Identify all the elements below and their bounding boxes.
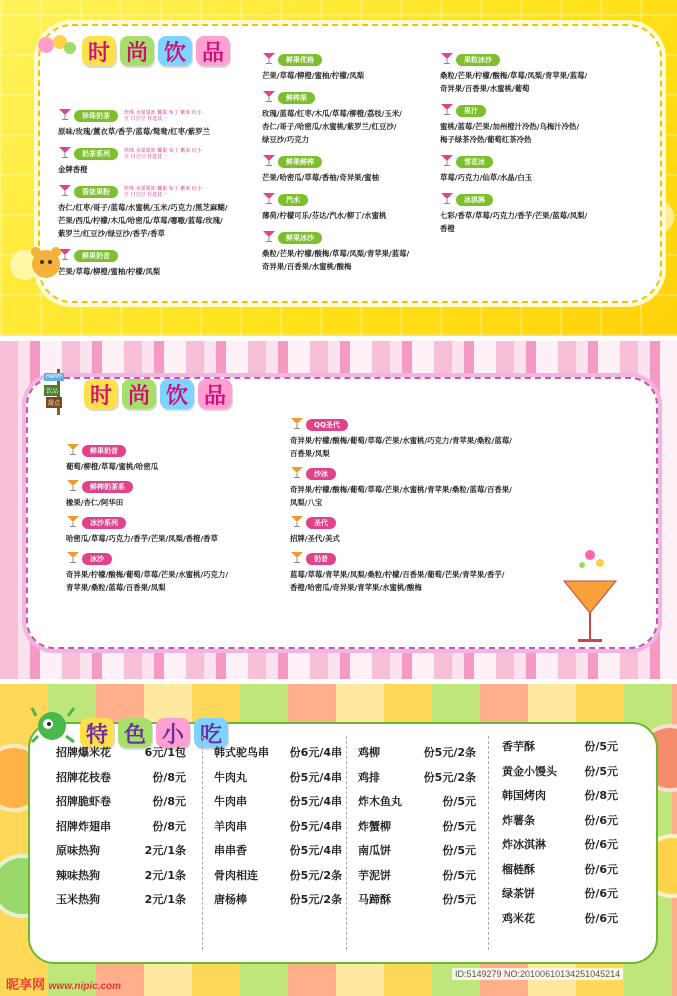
snack-price: 份/6元: [584, 813, 618, 827]
monster-mascot-icon: [30, 704, 78, 744]
snack-name: 原味热狗: [56, 844, 100, 858]
menu-items-line: 玫瑰/蓝莓/红枣/木瓜/草莓/柳橙/荔枝/玉米/: [262, 109, 402, 118]
snack-name: 牛肉丸: [214, 770, 247, 784]
snack-item: [358, 863, 476, 888]
snack-name: 马蹄酥: [358, 893, 391, 907]
snack-price: 份/5元: [442, 795, 476, 809]
section-label: 鲜果冰沙: [278, 232, 322, 244]
title-char-tile: 品: [198, 379, 232, 409]
snack-item: [56, 765, 186, 790]
cocktail-glass-icon: [58, 144, 74, 163]
snack-name: 羊肉串: [214, 819, 247, 833]
signpost: [44, 369, 74, 415]
snack-name: 香芋酥: [502, 740, 535, 754]
section-header: [262, 228, 442, 247]
cocktail-glass-icon: [66, 441, 82, 460]
menu-items-line: 杏仁/红枣/哥子/蓝莓/水蜜桃/玉米/巧克力/黑芝麻糊/: [58, 203, 228, 212]
snack-item: [502, 881, 618, 906]
snack-price: 份5元/4串: [289, 819, 342, 833]
section-label: 冰沙: [82, 553, 112, 565]
section-label: 奶昔: [306, 553, 336, 565]
menu-section: [290, 513, 570, 545]
watermark-id: ID:5149279 NO:20100610134251045214: [452, 968, 623, 980]
snack-price: 份/6元: [584, 862, 618, 876]
menu-items-line: 奇异果/百香果/水蜜桃/葡萄: [440, 84, 530, 93]
section-label: 鲜榨奶茶系: [82, 481, 133, 493]
menu-items-line: 桑粒/芒果/柠檬/酸梅/草莓/凤梨/青苹果/蓝莓/: [262, 249, 410, 258]
snack-name: 韩国烤肉: [502, 789, 546, 803]
menu-items-line: 桑粒/芒果/柠檬/酸梅/草莓/凤梨/青苹果/蓝莓/: [440, 71, 588, 80]
snack-price: 份/5元: [584, 764, 618, 778]
section-header: [262, 50, 442, 69]
snack-item: [214, 887, 342, 912]
menu-section: [440, 101, 650, 146]
menu-items-line: 橡果/杏仁/阿华田: [66, 498, 124, 507]
cocktail-glass-icon: [560, 547, 620, 647]
section-header: [440, 152, 650, 171]
section-label: 冰淇淋: [456, 194, 493, 206]
menu-items-line: 香橙/哈密瓜/奇异果/青苹果/水蜜桃/酸梅: [290, 583, 422, 592]
snack-price: 2元/1条: [144, 844, 186, 858]
snack-name: 骨肉相连: [214, 868, 258, 882]
menu-items-line: 哈密瓜/草莓/巧克力/香芋/芒果/凤梨/香橙/香草: [66, 534, 218, 543]
title-char-tile: 品: [196, 36, 230, 66]
menu-items-line: 奇异果/柠檬/酸梅/葡萄/草莓/芒果/水蜜桃/巧克力/: [66, 570, 229, 579]
section-label: 冰沙系列: [82, 517, 126, 529]
menu-items-line: 杏仁/哥子/哈密瓜/水蜜桃/紫罗兰/红豆沙/: [262, 122, 397, 131]
snack-item: [56, 863, 186, 888]
snack-item: [358, 789, 476, 814]
menu-section: [58, 182, 258, 240]
menu-section: [66, 513, 286, 545]
menu-section: [58, 246, 258, 278]
section-header: [58, 144, 258, 163]
snack-name: 鸡柳: [358, 746, 380, 760]
cocktail-glass-icon: [262, 88, 278, 107]
snack-item: [358, 838, 476, 863]
title-char-tile: 饮: [158, 36, 192, 66]
snack-name: 南瓜饼: [358, 844, 391, 858]
snack-name: 韩式驼鸟串: [214, 746, 269, 760]
cocktail-glass-icon: [440, 152, 456, 171]
snack-price: 份/6元: [584, 911, 618, 925]
menu-items-line: 招牌/圣代/美式: [290, 534, 340, 543]
section-label: 鲜果鲜榨: [278, 156, 322, 168]
menu-items-line: 奇异果/柠檬/酸梅/葡萄/草莓/芒果/水蜜桃/巧克力/青苹果/桑粒/蓝莓/: [290, 436, 512, 445]
section-header: [262, 190, 442, 209]
snack-item: [214, 863, 342, 888]
section-label: 圣代: [306, 517, 336, 529]
title-char-tile: 尚: [120, 36, 154, 66]
snack-price: 份5元/4串: [289, 844, 342, 858]
snack-price: 份/8元: [584, 789, 618, 803]
snack-item: [502, 734, 618, 759]
snack-item: [502, 783, 618, 808]
menu-items-line: 奇异果/百香果/水蜜桃/酸梅: [262, 262, 352, 271]
section-label: 鲜榨果: [278, 92, 315, 104]
section-header: [66, 441, 286, 460]
menu-section: [440, 190, 650, 235]
bear-mascot-icon: [22, 242, 74, 282]
section-label: 鲜果奶昔: [82, 445, 126, 457]
section-header: [66, 477, 286, 496]
snack-price: 2元/1条: [144, 893, 186, 907]
section-label: 果粒冰沙: [456, 54, 500, 66]
menu-items-line: 凤梨/八宝: [290, 498, 323, 507]
snack-price: 份/8元: [152, 770, 186, 784]
section-label: 鲜果优格: [278, 54, 322, 66]
cocktail-glass-icon: [262, 152, 278, 171]
page-title: [84, 379, 232, 409]
snack-item: [214, 740, 342, 765]
snack-item: [56, 789, 186, 814]
snack-item: [214, 789, 342, 814]
menu-items-line: 芒果/哈密瓜/草莓/香柚/奇异果/蜜柚: [262, 173, 379, 182]
snack-name: 鸡排: [358, 770, 380, 784]
snack-item: [358, 765, 476, 790]
snack-item: [214, 838, 342, 863]
snack-price: 份5元/2条: [423, 746, 476, 760]
snack-column-3: [358, 740, 476, 912]
snack-item: [502, 759, 618, 784]
snack-name: 绿茶饼: [502, 887, 535, 901]
menu-items-line: 紫罗兰/红豆沙/绿豆沙/香芋/香草: [58, 229, 165, 238]
menu-items-line: 芒果/西瓜/柠檬/木瓜/哈密瓜/草莓/哪嗷/蓝莓/玫瑰/: [58, 216, 223, 225]
menu-items-line: 青苹果/桑粒/蓝莓/百香果/凤梨: [66, 583, 166, 592]
menu-section: [290, 464, 570, 509]
flower-decoration-icon: [34, 30, 78, 60]
section-label: 鲜果奶昔: [74, 250, 118, 262]
menu-section: [262, 190, 442, 222]
section-header: [290, 415, 570, 434]
snack-price: 份/6元: [584, 887, 618, 901]
snack-price: 份/5元: [442, 844, 476, 858]
snack-price: 6元/1包: [144, 746, 186, 760]
snack-name: 鸡米花: [502, 911, 535, 925]
snack-name: 榴梿酥: [502, 862, 535, 876]
snack-item: [56, 838, 186, 863]
section-header: [290, 549, 570, 568]
snack-price: 份5元/2条: [423, 770, 476, 784]
menu-section: [262, 50, 442, 82]
title-char-tile: 特: [80, 718, 114, 748]
title-char-tile: 色: [118, 718, 152, 748]
section-header: [58, 182, 258, 201]
title-char-tile: 尚: [122, 379, 156, 409]
snack-name: 招牌花枝卷: [56, 770, 111, 784]
menu-section: [66, 477, 286, 509]
snack-column-1: [56, 740, 186, 912]
cocktail-glass-icon: [262, 228, 278, 247]
section-header: [58, 246, 258, 265]
menu-items-line: 梅子绿茶冷热/葡萄红茶冷热: [440, 135, 532, 144]
section-label: 沙冰: [306, 468, 336, 480]
section-label: 雪花冰: [456, 156, 493, 168]
snack-item: [502, 808, 618, 833]
cocktail-glass-icon: [290, 415, 306, 434]
drinks-menu-panel-pink: [0, 341, 677, 679]
title-char-tile: 饮: [160, 379, 194, 409]
menu-section: [440, 152, 650, 184]
section-label: 珍珠奶茶: [74, 110, 118, 122]
snack-item: [56, 740, 186, 765]
snack-price: 份5元/4串: [289, 770, 342, 784]
menu-column-3: [440, 44, 650, 235]
menu-section: [58, 144, 258, 176]
menu-section: [262, 228, 442, 273]
cocktail-glass-icon: [262, 190, 278, 209]
cocktail-glass-icon: [262, 50, 278, 69]
title-char-tile: 小: [156, 718, 190, 748]
snack-price: 份/5元: [442, 819, 476, 833]
section-header: [66, 513, 286, 532]
snack-item: [214, 765, 342, 790]
section-header: [440, 50, 650, 69]
snack-item: [56, 814, 186, 839]
snack-item: [214, 814, 342, 839]
column-divider: [346, 736, 347, 950]
snack-item: [502, 857, 618, 882]
snack-name: 辣味热狗: [56, 868, 100, 882]
section-label: 果汁: [456, 105, 486, 117]
snacks-menu-panel: [0, 684, 677, 996]
snack-name: 黄金小馒头: [502, 764, 557, 778]
cocktail-glass-icon: [440, 101, 456, 120]
section-header: [440, 101, 650, 120]
snack-name: 牛肉串: [214, 795, 247, 809]
snack-price: 份6元/4串: [289, 746, 342, 760]
cocktail-glass-icon: [66, 513, 82, 532]
menu-column-2: [290, 411, 570, 594]
snack-price: 份/5元: [442, 893, 476, 907]
snack-item: [56, 887, 186, 912]
snack-name: 炸薯条: [502, 813, 535, 827]
snack-price: 份/5元: [442, 868, 476, 882]
drinks-menu-panel-yellow: [0, 0, 677, 336]
section-label: 奶茶系列: [74, 148, 118, 160]
section-note: 珍珠 水果果冻 椰果 布丁 紫米 红小豆 日豆豆 任选其一: [124, 185, 202, 198]
snack-name: 炸木鱼丸: [358, 795, 402, 809]
title-char-tile: 吃: [194, 718, 228, 748]
section-note: 珍珠 水果果冻 椰果 布丁 紫米 红小豆 日豆豆 任选其一: [124, 109, 202, 122]
snack-item: [358, 740, 476, 765]
menu-items-line: 百香果/凤梨: [290, 449, 330, 458]
menu-items-line: 葡萄/柳橙/草莓/蜜桃/哈密瓜: [66, 462, 159, 471]
cocktail-glass-icon: [290, 464, 306, 483]
menu-items-line: 蜜桃/蓝莓/芒果/加州橙汁冷热/乌梅汁冷热/: [440, 122, 580, 131]
section-note: 珍珠 水果果冻 椰果 布丁 紫米 红小豆 日豆豆 任选其一: [124, 147, 202, 160]
cocktail-glass-icon: [290, 549, 306, 568]
menu-items-line: 绿豆沙/巧克力: [262, 135, 310, 144]
watermark-logo: 昵享网 www.nipic.com: [6, 977, 122, 992]
menu-items-line: 芒果/草莓/柳橙/蜜柚/柠檬/凤梨: [58, 267, 161, 276]
menu-items-line: 金牌香橙: [58, 165, 88, 174]
snack-price: 份/8元: [152, 795, 186, 809]
sign-label: HAPPY: [46, 374, 63, 380]
menu-items-line: 奇异果/柠檬/酸梅/葡萄/草莓/芒果/水蜜桃/青苹果/桑粒/蓝莓/百香果/: [290, 485, 512, 494]
page-title: [82, 36, 230, 66]
menu-items-line: 香橙: [440, 224, 455, 233]
section-header: [290, 464, 570, 483]
cocktail-glass-icon: [440, 190, 456, 209]
section-label: QQ圣代: [306, 419, 348, 431]
snack-price: 份5元/2条: [289, 868, 342, 882]
section-label: 汽水: [278, 194, 308, 206]
sign-label: 饮品: [44, 385, 60, 396]
snack-item: [358, 814, 476, 839]
menu-items-line: 薄荷/柠檬可乐/芬达/汽水/柳丁/水蜜桃: [262, 211, 387, 220]
section-header: [58, 106, 258, 125]
cocktail-glass-icon: [290, 513, 306, 532]
snack-item: [502, 906, 618, 931]
snack-name: 招牌脆虾卷: [56, 795, 111, 809]
snack-name: 串串香: [214, 844, 247, 858]
snack-column-4: [502, 734, 618, 930]
title-char-tile: 时: [82, 36, 116, 66]
section-header: [440, 190, 650, 209]
menu-section: [290, 415, 570, 460]
snack-price: 份5元/2条: [289, 893, 342, 907]
menu-items-line: 草莓/巧克力/仙草/水晶/白玉: [440, 173, 533, 182]
snack-price: 份/8元: [152, 819, 186, 833]
cocktail-glass-icon: [440, 50, 456, 69]
column-divider: [488, 736, 489, 950]
snack-column-2: [214, 740, 342, 912]
menu-section: [58, 106, 258, 138]
snack-name: 炸冰淇淋: [502, 838, 546, 852]
cocktail-glass-icon: [58, 106, 74, 125]
menu-section: [262, 88, 442, 146]
menu-items-line: 七彩/香草/草莓/巧克力/香芋/芒果/蓝莓/凤梨/: [440, 211, 588, 220]
section-header: [66, 549, 286, 568]
snack-price: 份5元/4串: [289, 795, 342, 809]
snack-price: 2元/1条: [144, 868, 186, 882]
section-header: [262, 88, 442, 107]
column-divider: [202, 736, 203, 950]
section-label: 香浓果粉: [74, 186, 118, 198]
section-header: [262, 152, 442, 171]
snack-name: 招牌炸翅串: [56, 819, 111, 833]
cocktail-glass-icon: [66, 477, 82, 496]
snack-name: 玉米热狗: [56, 893, 100, 907]
snack-item: [502, 832, 618, 857]
menu-section: [66, 549, 286, 594]
title-char-tile: 时: [84, 379, 118, 409]
cocktail-glass-icon: [66, 549, 82, 568]
menu-section: [440, 50, 650, 95]
snack-name: 芋泥饼: [358, 868, 391, 882]
snack-item: [358, 887, 476, 912]
snack-price: 份/6元: [584, 838, 618, 852]
menu-items-line: 芒果/草莓/柳橙/蜜柚/柠檬/凤梨: [262, 71, 365, 80]
menu-section: [262, 152, 442, 184]
menu-section: [290, 549, 570, 594]
menu-items-line: 蓝莓/草莓/青苹果/凤梨/桑粒/柠檬/百香果/葡萄/芒果/青苹果/香芋/: [290, 570, 505, 579]
menu-column-1: [66, 437, 286, 594]
menu-section: [66, 441, 286, 473]
menu-column-1: [58, 100, 258, 278]
cocktail-glass-icon: [58, 182, 74, 201]
sign-label: 甜点: [46, 397, 62, 408]
snack-name: 招牌爆米花: [56, 746, 111, 760]
snack-name: 炸蟹柳: [358, 819, 391, 833]
section-header: [290, 513, 570, 532]
menu-column-2: [262, 44, 442, 273]
snack-price: 份/5元: [584, 740, 618, 754]
snack-name: 唐杨棒: [214, 893, 247, 907]
menu-items-line: 原味/玫瑰/薰衣草/香芋/蓝莓/鸳鸯/红枣/紫罗兰: [58, 127, 210, 136]
